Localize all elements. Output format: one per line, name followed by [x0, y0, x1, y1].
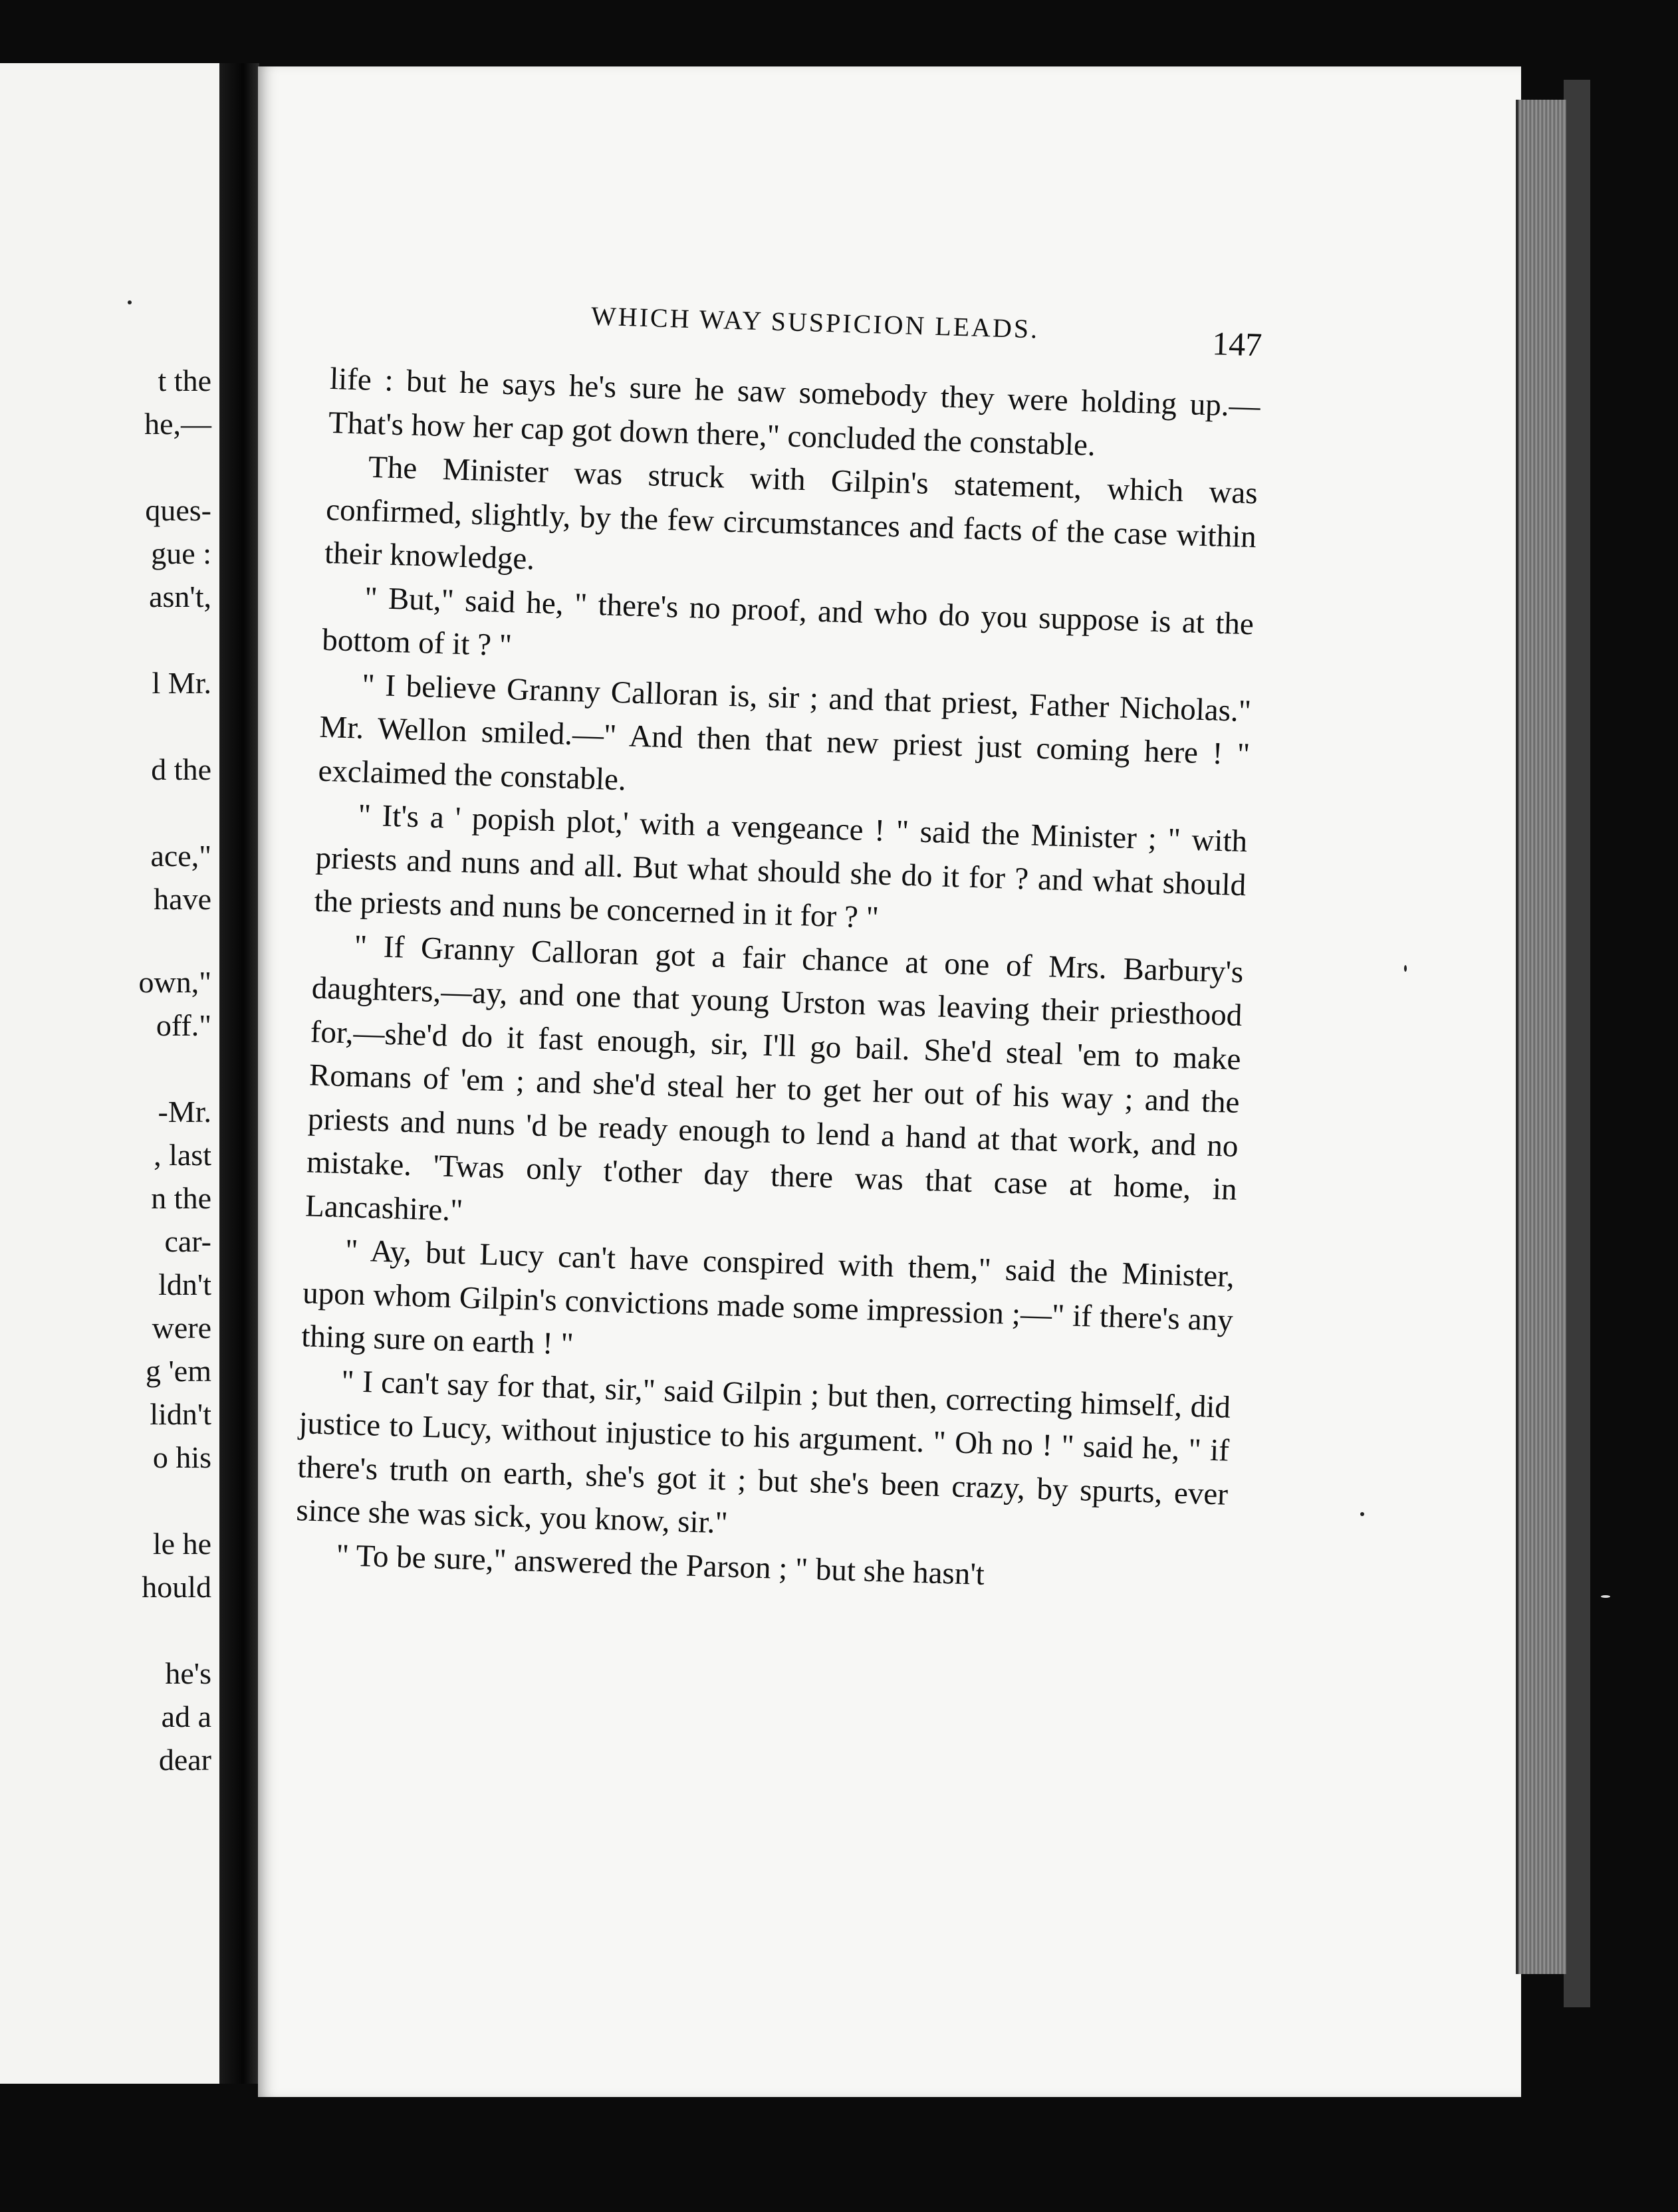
- paragraph: The Minister was struck with Gilpin's statement, which was confirmed, slightly, by the few circumstances and facts of the case within their knowledge.: [324, 449, 1258, 577]
- left-page-fragment: he's: [165, 1656, 211, 1690]
- left-facing-page: [0, 63, 223, 2084]
- left-page-fragment: own,": [138, 965, 211, 999]
- page-edges: [1516, 100, 1566, 1974]
- left-page-fragment: off.": [156, 1008, 211, 1042]
- page-number: 147: [1211, 324, 1263, 364]
- dust-speck: [1404, 965, 1407, 972]
- paragraph: " I believe Granny Calloran is, sir ; and that priest, Father Nicholas." Mr. Wellon smiled.—" And then that new priest just coming here ! " exclaimed the constable.: [317, 667, 1252, 797]
- left-page-fragment: ad a: [161, 1700, 211, 1733]
- left-page-fragment: hould: [142, 1570, 211, 1604]
- dust-speck: [1601, 1595, 1610, 1598]
- left-page-fragment: -Mr.: [158, 1095, 211, 1129]
- paragraph: life : but he says he's sure he saw somebody they were holding up.—That's how her cap got down there," concluded the constable.: [328, 361, 1261, 463]
- running-head: WHICH WAY SUSPICION LEADS.: [590, 300, 1040, 344]
- left-page-fragment: dear: [158, 1743, 211, 1777]
- dust-speck: [1360, 1512, 1364, 1516]
- dust-speck: [128, 300, 132, 304]
- paragraph: " But," said he, " there's no proof, and who do you suppose is at the bottom of it ? ": [321, 580, 1255, 663]
- left-page-fragment: ace,": [150, 839, 211, 873]
- left-page-fragment: t the: [158, 364, 211, 397]
- left-page-fragment: gue :: [151, 536, 211, 570]
- page-block-shadow: [1564, 80, 1590, 2007]
- left-page-fragment: l Mr.: [152, 666, 211, 700]
- page-content: [295, 292, 1263, 1604]
- left-page-fragment: were: [152, 1311, 211, 1345]
- left-page-fragment: lidn't: [150, 1397, 211, 1431]
- left-page-fragment: le he: [152, 1527, 211, 1561]
- left-page-fragment: ldn't: [158, 1268, 211, 1301]
- paragraph: " Ay, but Lucy can't have conspired with them," said the Minister, upon whom Gilpin's convictions made some impression ;—" if there's any thing sure on earth ! ": [300, 1233, 1235, 1362]
- left-page-fragment: g 'em: [146, 1354, 211, 1388]
- body-text: [295, 358, 1261, 1604]
- paragraph: " If Granny Calloran got a fair chance at one of Mrs. Barbury's daughters,—ay, and one that young Urston was leaving their priesthood for,—she'd do it fast enough, sir, I'll go bail. She'd steal 'em to make Romans of 'em ; and she'd steal her to get her out of his way ; and the priests and nuns 'd be ready enough to lend a hand at that work, and no mistake. 'Twas only t'other day there was that case at home, in Lancashire.": [304, 928, 1245, 1228]
- paragraph: " I can't say for that, sir," said Gilpin ; but then, correcting himself, did justice to Lucy, without injustice to his argument. " Oh no ! " said he, " if there's truth on earth, she's got it ; but she's been crazy, by spurts, ever since she was sick, you know, sir.": [295, 1363, 1231, 1541]
- left-page-fragment: car-: [164, 1224, 211, 1258]
- left-page-fragment: have: [154, 882, 211, 916]
- left-page-fragment: ques-: [145, 493, 211, 527]
- paragraph: " To be sure," answered the Parson ; " but she hasn't: [335, 1537, 985, 1592]
- left-page-fragment: asn't,: [149, 580, 211, 613]
- left-page-fragment: o his: [152, 1440, 211, 1474]
- left-page-fragment: d the: [151, 752, 211, 786]
- paragraph: " It's a ' popish plot,' with a vengeance ! " said the Minister ; " with priests and nuns and all. But what should she do it for ? and what should the priests and nuns be concerned in it for ? ": [314, 798, 1248, 935]
- left-page-fragment: , last: [154, 1138, 211, 1172]
- left-page-fragment: n the: [151, 1181, 211, 1215]
- left-page-fragment: he,—: [144, 407, 211, 441]
- book-gutter: [219, 63, 259, 2084]
